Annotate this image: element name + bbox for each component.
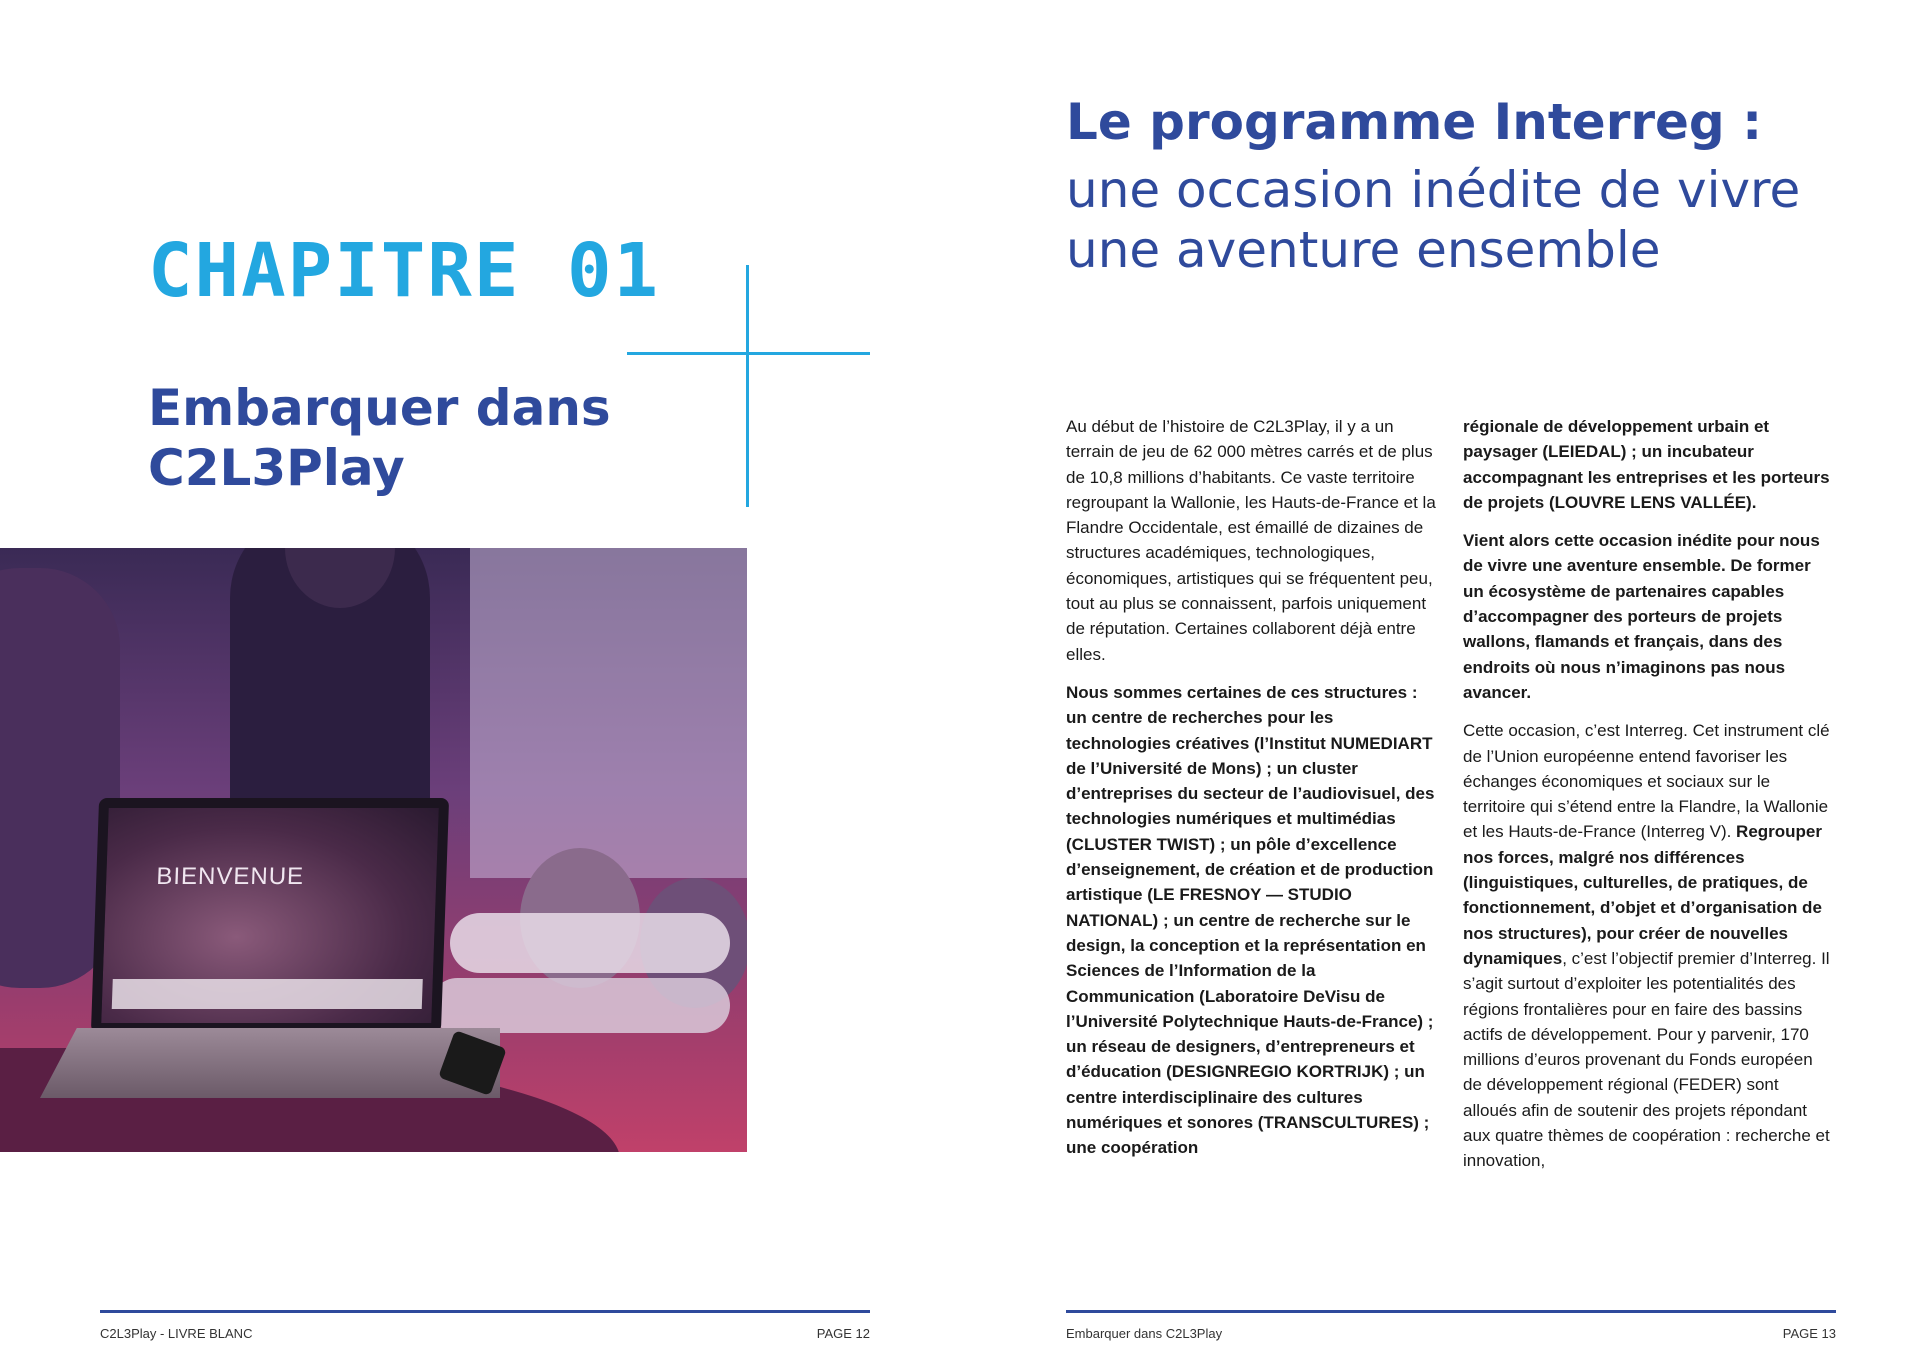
chapter-title: Embarquer dans C2L3Play — [148, 379, 611, 497]
cross-horizontal-line — [627, 352, 870, 355]
photo-window-light — [470, 548, 747, 878]
section-subheading: une occasion inédite de vivre une aventure ensemble — [1066, 161, 1801, 279]
chapter-label: CHAPITRE 01 — [148, 228, 661, 314]
footer-section: Embarquer dans C2L3Play — [1066, 1326, 1223, 1341]
photo-laptop-screen — [91, 798, 449, 1033]
section-heading: Le programme Interreg : — [1066, 93, 1763, 151]
event-photo — [0, 548, 747, 1152]
footer-page-number: PAGE 13 — [1782, 1326, 1836, 1341]
paragraph-text: Cette occasion, c’est Interreg. Cet instrument clé de l’Union européenne entend favoriser les échanges économiques et sociaux sur le territoire qui s’étend entre la Flandre, la Wallonie et les Hauts-de-France (Interreg V). — [1463, 721, 1830, 842]
paragraph-bold: Vient alors cette occasion inédite pour nous de vivre une aventure ensemble. De former un écosystème de partenaires capables d’accompagner des porteurs de projets wallons, flamands et français, dans des endroits où nous n’imaginons pas nous avancer. — [1463, 531, 1820, 702]
paragraph — [1463, 718, 1833, 1173]
screen-logo-bar — [112, 979, 423, 1009]
paragraph-bold: Nous sommes certaines de ces structures : un centre de recherches pour les technologies créatives (l’Institut NUMEDIART de l’Université de Mons) ; un cluster d’entreprises du secteur de l’audiovisuel, des technologies numériques et multimédias (CLUSTER TWIST) ; un pôle d’excellence d’enseignement, de création et de production artistique (LE FRESNOY — STUDIO NATIONAL) ; un centre de recherche sur le design, la conception et la représentation en Sciences de l’Information de la Communication (Laboratoire DeVisu de l’Université Polytechnique Hauts-de-France) ; un réseau de designers, d’entrepreneurs et d’éducation (DESIGNREGIO KORTRIJK) ; un centre interdisciplinaire des cultures numériques et sonores (TRANSCULTURES) ; une coopération — [1066, 682, 1435, 1158]
screen-welcome-text: BIENVENUE — [155, 863, 305, 890]
photo-paper-roll — [430, 978, 730, 1033]
text-column-2 — [1463, 414, 1833, 1187]
cross-vertical-line — [746, 265, 749, 507]
paragraph-bold: régionale de développement urbain et paysager (LEIEDAL) ; un incubateur accompagnant les entreprises et les porteurs de projets (LOUVRE LENS VALLÉE). — [1463, 417, 1830, 512]
footer-publication: C2L3Play - LIVRE BLANC — [100, 1326, 253, 1341]
footer-page-number: PAGE 12 — [816, 1326, 870, 1341]
right-page — [960, 0, 1920, 1362]
photo-laptop-keyboard — [40, 1028, 500, 1098]
footer-rule — [1066, 1310, 1836, 1313]
text-column-1 — [1066, 414, 1436, 1174]
paragraph-emphasis: Regrouper nos forces, malgré nos différences (linguistiques, culturelles, de pratiques, de fonctionnement, d’objet et d’organisation de nos structures), pour créer de nouvelles dynamiques — [1463, 822, 1823, 968]
paragraph-text: , c’est l’objectif premier d’Interreg. Il s’agit surtout d’exploiter les potentialités des régions frontalières pour en faire des bassins actifs de développement. Pour y parvenir, 170 millions d’euros provenant du Fonds européen de développement régional (FEDER) sont alloués afin de soutenir des projets répondant aux quatre thèmes de coopération : recherche et innovation, — [1463, 948, 1830, 1171]
footer-rule — [100, 1310, 870, 1313]
paragraph: Au début de l’histoire de C2L3Play, il y a un terrain de jeu de 62 000 mètres carrés et de plus de 10,8 millions d’habitants. Ce vaste territoire regroupant la Wallonie, les Hauts-de-France et la Flandre Occidentale, est émaillé de dizaines de structures académiques, technologiques, économiques, artistiques qui se fréquentent peu, tout au plus se connaissent, parfois uniquement de réputation. Certaines collaborent déjà entre elles. — [1066, 417, 1436, 664]
photo-paper-roll — [450, 913, 730, 973]
